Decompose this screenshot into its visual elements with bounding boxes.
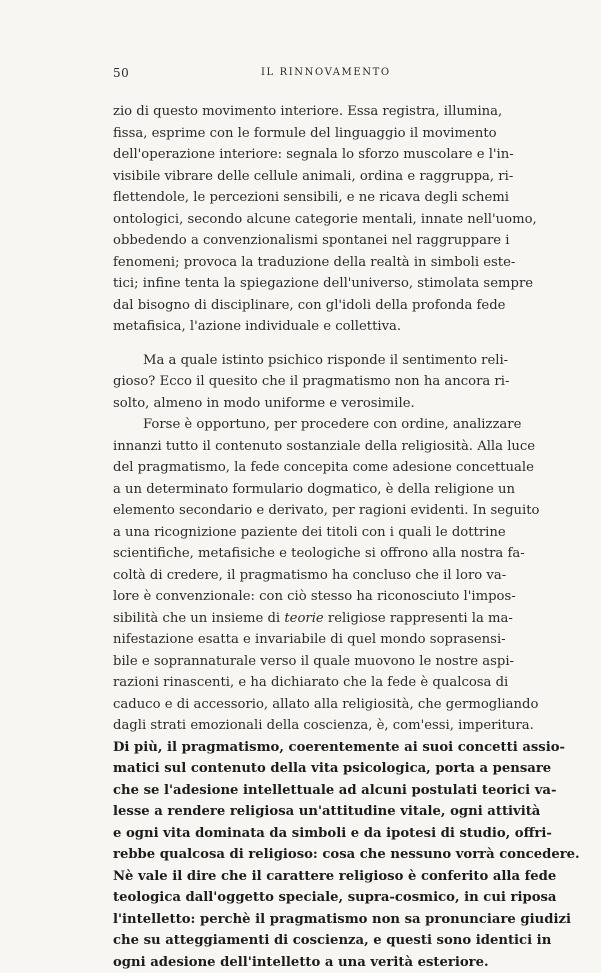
text-line: matici sul contenuto della vita psicologica, porta a pensare: [113, 758, 488, 780]
text-line: dal bisogno di disciplinare, con gl'idoli della profonda fede: [113, 295, 488, 317]
text-line: Nè vale il dire che il carattere religioso è conferito alla fede: [113, 866, 488, 888]
page-header: [113, 66, 488, 84]
text-line: solto, almeno in modo uniforme e verosimile.: [113, 393, 488, 415]
text-line: caduco e di accessorio, allato alla religiosità, che germogliando: [113, 694, 488, 716]
text-line: bile e soprannaturale verso il quale muovono le nostre aspi-: [113, 651, 488, 673]
text-line: tici; infine tenta la spiegazione dell'universo, stimolata sempre: [113, 273, 488, 295]
text-line: Ma a quale istinto psichico risponde il sentimento reli-: [113, 350, 488, 372]
text-line: visibile vibrare delle cellule animali, ordina e raggruppa, ri-: [113, 166, 488, 188]
text-line: flettendole, le percezioni sensibili, e ne ricava degli schemi: [113, 187, 488, 209]
text-line-with-italic: sibilità che un insieme di teorie religiose rappresenti la ma-: [113, 608, 488, 630]
text-line: metafisica, l'azione individuale e collettiva.: [113, 316, 488, 338]
text-line: ogni adesione dell'intelletto a una verità esteriore.: [113, 952, 488, 973]
body-text: [113, 101, 488, 973]
italic-word: teorie: [284, 611, 323, 626]
text-line: fenomeni; provoca la traduzione della realtà in simboli este-: [113, 252, 488, 274]
text-line: dell'operazione interiore: segnala lo sforzo muscolare e l'in-: [113, 144, 488, 166]
text-line: e ogni vita dominata da simboli e da ipotesi di studio, offri-: [113, 823, 488, 845]
text-line: Di più, il pragmatismo, coerentemente ai suoi concetti assio-: [113, 737, 488, 759]
text-line: fissa, esprime con le formule del linguaggio il movimento: [113, 123, 488, 145]
paragraph-4: [113, 737, 488, 973]
text-line: teologica dall'oggetto speciale, supra-cosmico, in cui riposa: [113, 887, 488, 909]
running-title: IL RINNOVAMENTO: [261, 67, 391, 78]
paragraph-1: [113, 101, 488, 338]
text-line: che su atteggiamenti di coscienza, e questi sono identici in: [113, 930, 488, 952]
text-line: a una ricognizione paziente dei titoli con i quali le dottrine: [113, 522, 488, 544]
paragraph-spacer: [113, 338, 488, 350]
paragraph-3: [113, 414, 488, 737]
text-line: lore è convenzionale: con ciò stesso ha riconosciuto l'impos-: [113, 586, 488, 608]
text-line: zio di questo movimento interiore. Essa registra, illumina,: [113, 101, 488, 123]
text-line: a un determinato formulario dogmatico, è della religione un: [113, 479, 488, 501]
text-line: coltà di credere, il pragmatismo ha concluso che il loro va-: [113, 565, 488, 587]
text-line: scientifiche, metafisiche e teologiche si offrono alla nostra fa-: [113, 543, 488, 565]
text-line: obbedendo a convenzionalismi spontanei nel raggruppare i: [113, 230, 488, 252]
text-line: gioso? Ecco il quesito che il pragmatismo non ha ancora ri-: [113, 371, 488, 393]
text-line: del pragmatismo, la fede concepita come adesione concettuale: [113, 457, 488, 479]
text-line: elemento secondario e derivato, per ragioni evidenti. In seguito: [113, 500, 488, 522]
text-line: razioni rinascenti, e ha dichiarato che la fede è qualcosa di: [113, 672, 488, 694]
text-line: Forse è opportuno, per procedere con ordine, analizzare: [113, 414, 488, 436]
text-line: nifestazione esatta e invariabile di quel mondo soprasensi-: [113, 629, 488, 651]
text-line: innanzi tutto il contenuto sostanziale della religiosità. Alla luce: [113, 436, 488, 458]
text-line: lesse a rendere religiosa un'attitudine vitale, ogni attività: [113, 801, 488, 823]
page-number: 50: [113, 66, 129, 80]
paragraph-2: [113, 350, 488, 415]
text-line: l'intelletto: perchè il pragmatismo non sa pronunciare giudizi: [113, 909, 488, 931]
text-line: che se l'adesione intellettuale ad alcuni postulati teorici va-: [113, 780, 488, 802]
text-line: rebbe qualcosa di religioso: cosa che nessuno vorrà concedere.: [113, 844, 488, 866]
text-line: dagli strati emozionali della coscienza, è, com'essi, imperitura.: [113, 715, 488, 737]
text-line: ontologici, secondo alcune categorie mentali, innate nell'uomo,: [113, 209, 488, 231]
